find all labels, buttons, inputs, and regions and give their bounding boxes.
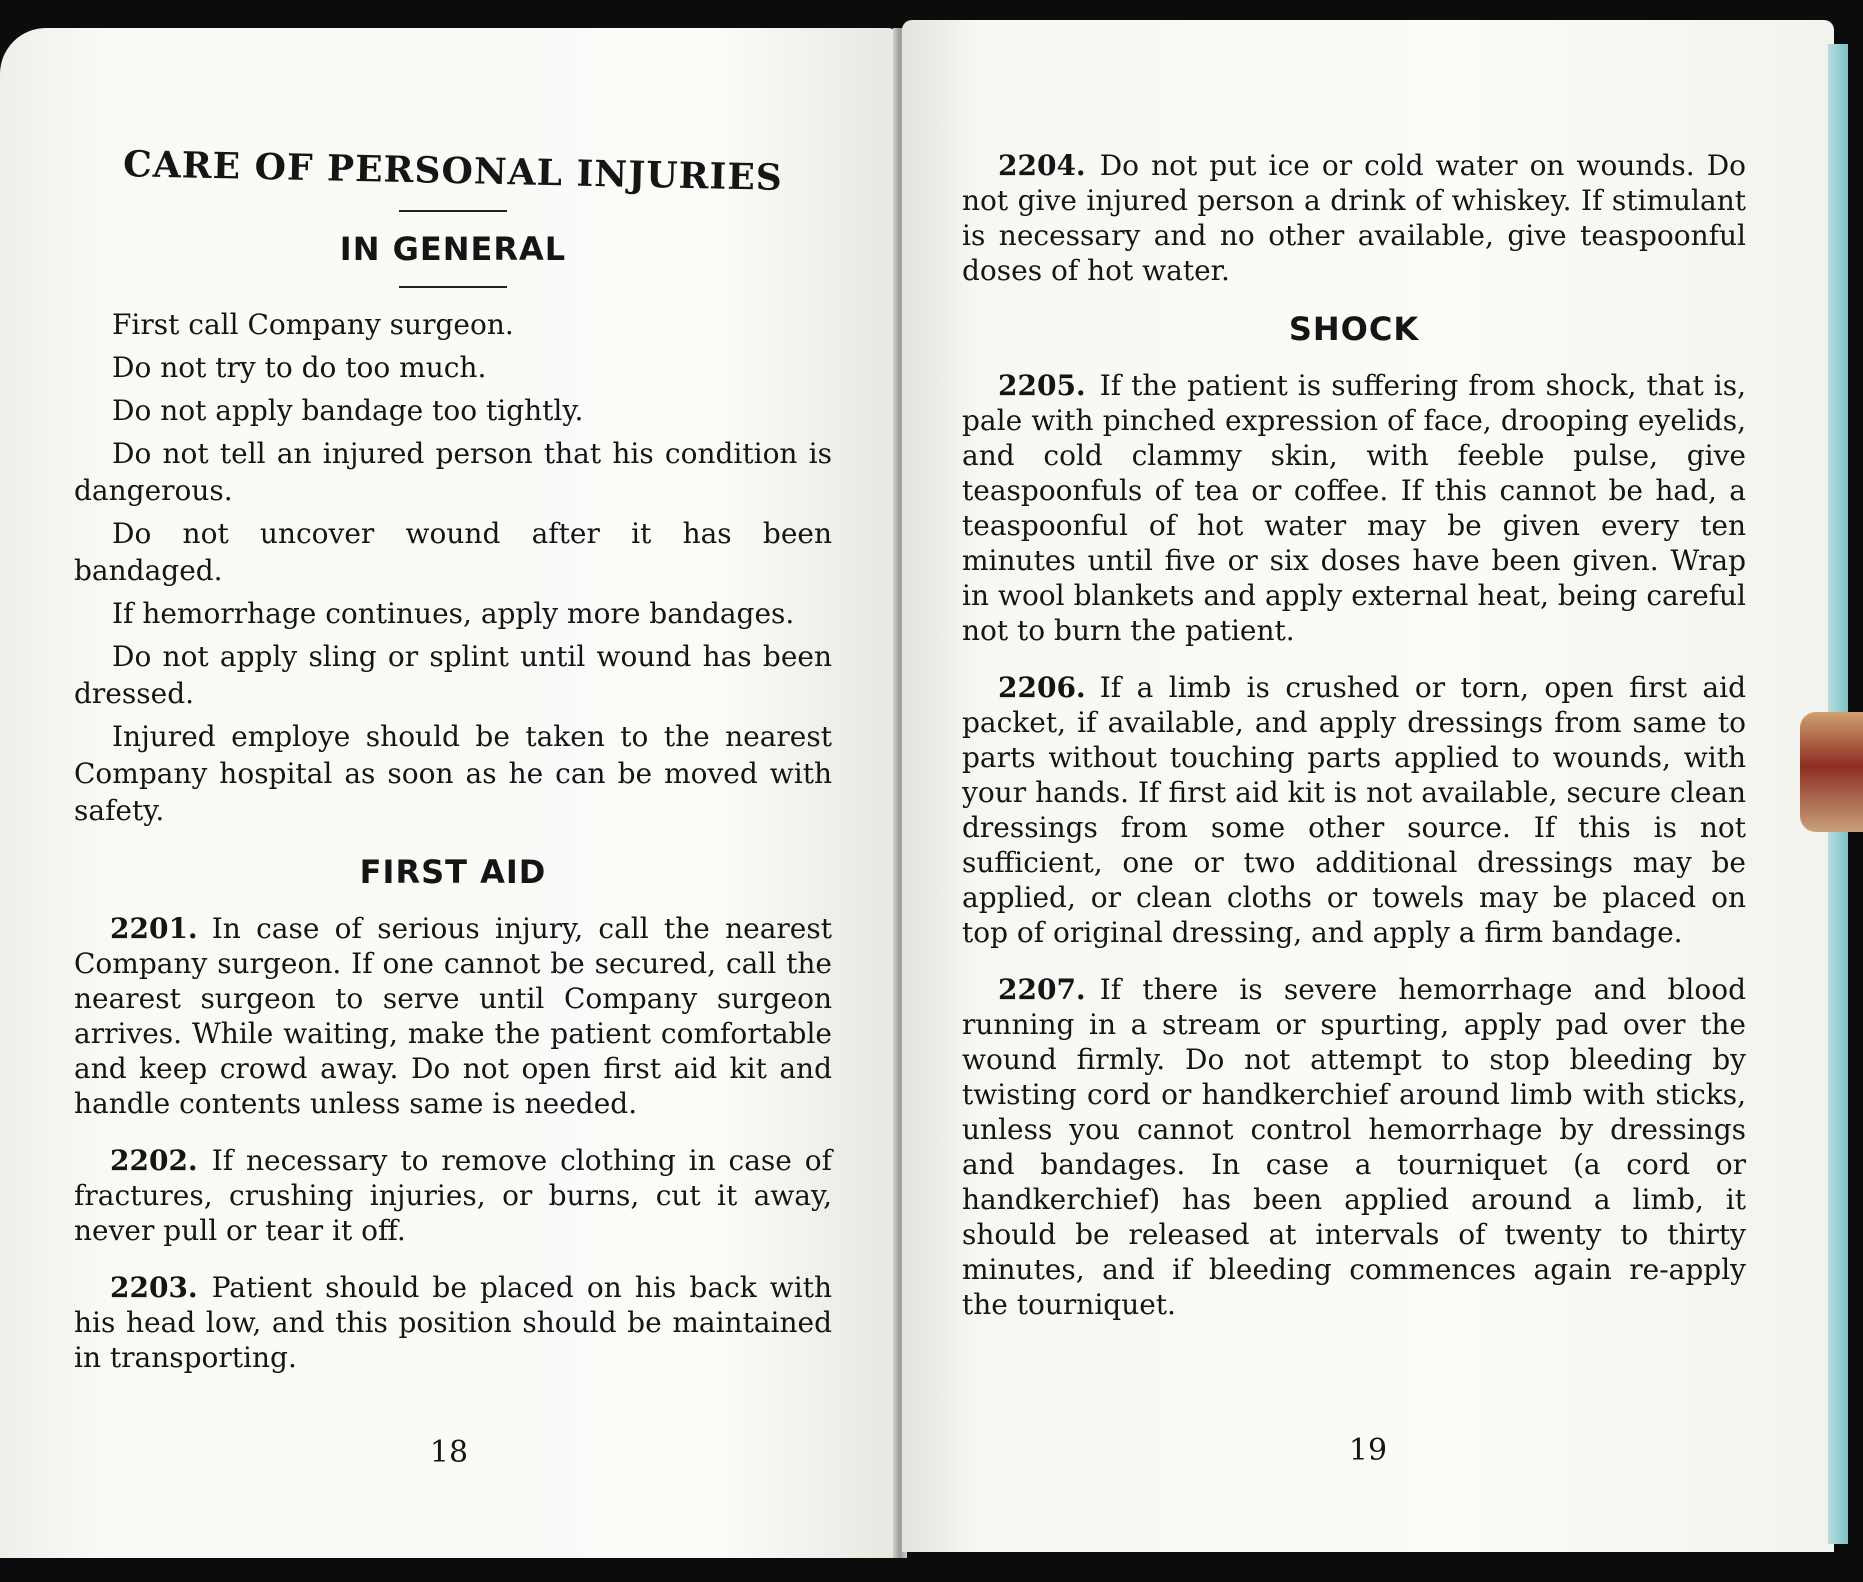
instruction-line: Do not apply bandage too tightly. [112, 394, 584, 427]
numbered-paragraph [962, 670, 1746, 950]
paragraph-text: If there is severe hemorrhage and blood running in a stream or spurting, apply pad over the wound firmly. Do not attempt to stop bleeding by twisting cord or handkerchief around limb with sticks, unless you cannot control hemorrhage by dressings and bandages. In case a tourniquet (a cord or handkerchief) has been applied around a limb, it should be released at intervals of twenty to thirty minutes, and if bleeding commences again re-apply the tourniquet. [962, 973, 1746, 1321]
paragraph-text: In case of serious injury, call the nearest Company surgeon. If one cannot be secured, call the nearest surgeon to serve until Company surgeon arrives. While waiting, make the patient comfortable and keep crowd away. Do not open first aid kit and handle contents unless same is needed. [74, 912, 832, 1120]
section-heading-general: IN GENERAL [339, 230, 567, 268]
instruction-line: First call Company surgeon. [112, 308, 514, 341]
left-page [0, 28, 898, 1558]
instruction-line: Do not tell an injured person that his condition is dangerous. [74, 437, 832, 507]
paragraph-text: Patient should be placed on his back with his head low, and this position should be maintained in transporting. [74, 1271, 832, 1374]
paragraph-number: 2202. [110, 1144, 198, 1177]
numbered-paragraph [74, 911, 832, 1121]
page-title: CARE OF PERSONAL INJURIES [122, 143, 784, 199]
general-instructions [74, 306, 832, 829]
numbered-paragraph [962, 148, 1746, 288]
paragraph-number: 2201. [110, 912, 198, 945]
paragraph-number: 2204. [998, 149, 1086, 182]
paragraph-text: Do not put ice or cold water on wounds. Do not give injured person a drink of whiskey. If stimulant is necessary and no other available, give teaspoonful doses of hot water. [962, 149, 1746, 287]
instruction-line: Do not apply sling or splint until wound has been dressed. [74, 640, 832, 710]
instruction-line: If hemorrhage continues, apply more bandages. [112, 597, 795, 630]
numbered-paragraph [962, 368, 1746, 648]
section-heading-shock: SHOCK [1288, 310, 1420, 348]
paragraph-text: If necessary to remove clothing in case of fractures, crushing injuries, or burns, cut it away, never pull or tear it off. [74, 1144, 832, 1247]
instruction-line: Injured employe should be taken to the nearest Company hospital as soon as he can be moved with safety. [74, 720, 832, 827]
bookmark-ribbon-right [1800, 712, 1863, 832]
numbered-paragraph [74, 1270, 832, 1375]
divider [399, 210, 507, 212]
page-number: 19 [1348, 1433, 1388, 1468]
section-heading-first-aid: FIRST AID [359, 853, 547, 891]
paragraph-number: 2203. [110, 1271, 198, 1304]
right-page [902, 20, 1834, 1552]
divider [399, 286, 507, 288]
paragraph-number: 2207. [998, 973, 1086, 1006]
paragraph-text: If the patient is suffering from shock, that is, pale with pinched expression of face, drooping eyelids, and cold clammy skin, with feeble pulse, give teaspoonfuls of tea or coffee. If this cannot be had, a teaspoonful of hot water may be given every ten minutes until five or six doses have been given. Wrap in wool blankets and apply external heat, being careful not to burn the patient. [962, 369, 1746, 647]
instruction-line: Do not try to do too much. [112, 351, 487, 384]
numbered-paragraph [962, 972, 1746, 1322]
numbered-paragraph [74, 1143, 832, 1248]
paragraph-number: 2205. [998, 369, 1086, 402]
paragraph-text: If a limb is crushed or torn, open first aid packet, if available, and apply dressings from same to parts without touching parts applied to wounds, with your hands. If first aid kit is not available, secure clean dressings from some other source. If this is not sufficient, one or two additional dressings may be applied, or clean cloths or towels may be placed on top of original dressing, and apply a firm bandage. [962, 671, 1746, 949]
paragraph-number: 2206. [998, 671, 1086, 704]
instruction-line: Do not uncover wound after it has been bandaged. [74, 517, 832, 587]
page-number: 18 [429, 1435, 469, 1470]
